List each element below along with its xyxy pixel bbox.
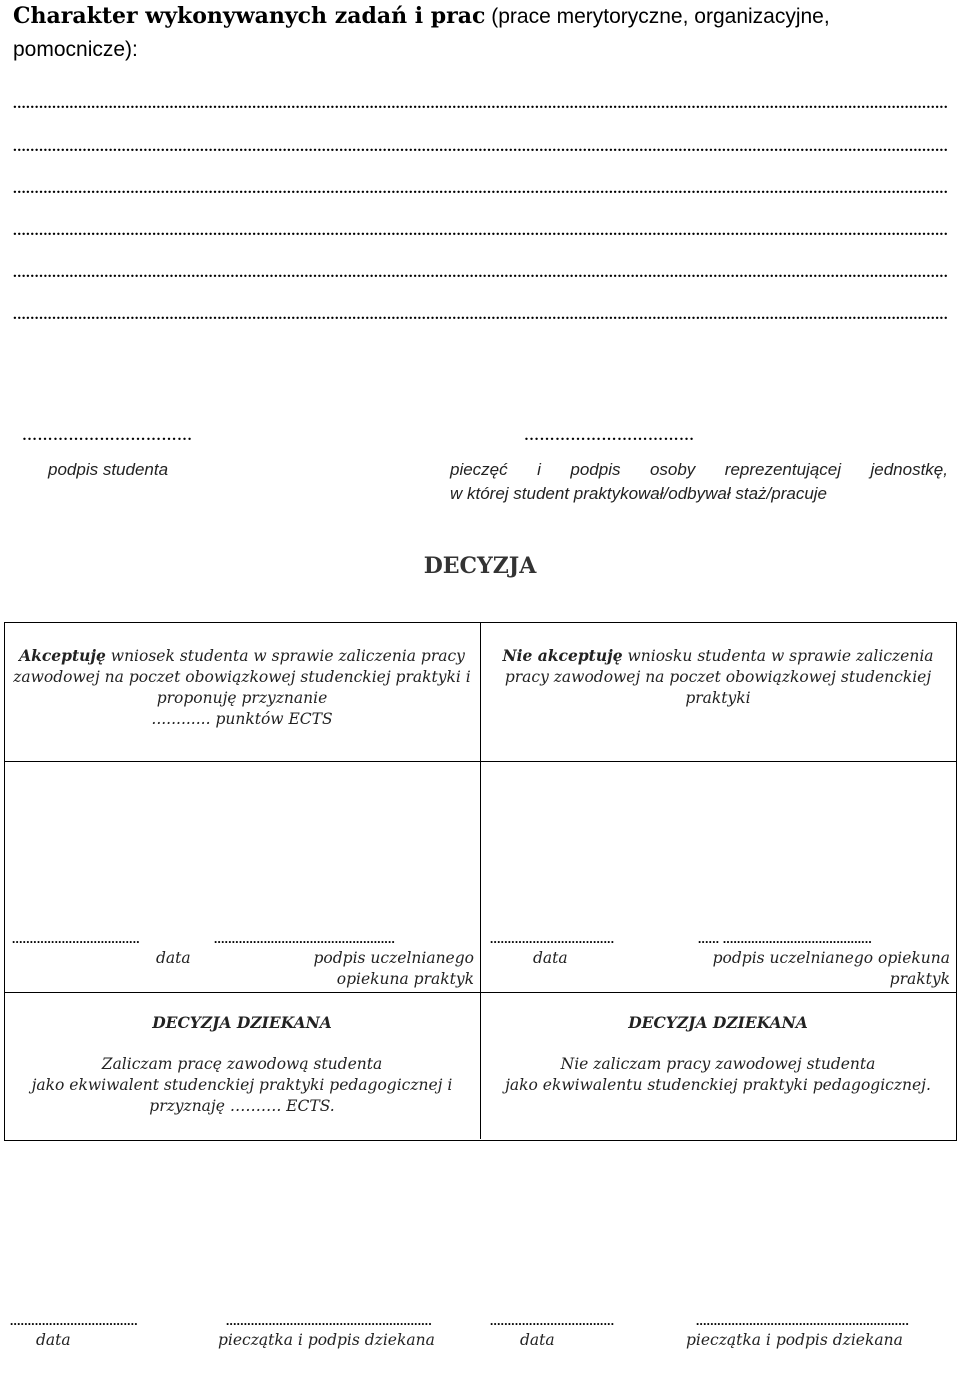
supervisor-left-signature-line[interactable]: ...................................................: [214, 935, 396, 944]
supervisor-right-signature-label-line2: praktyk: [889, 970, 950, 988]
answer-line-3[interactable]: [13, 186, 948, 194]
table-divider-row2: [4, 992, 956, 993]
accept-ects[interactable]: ............ punktów ECTS: [151, 710, 333, 728]
supervisor-left-date-line[interactable]: ....................................: [12, 935, 140, 944]
decision-title: DECYZJA: [423, 553, 537, 579]
dean-left-signature-label: pieczątka i podpis dziekana: [218, 1331, 435, 1349]
accept-keyword: Akceptuję: [19, 646, 106, 665]
dean-right-signature-label: pieczątka i podpis dziekana: [686, 1331, 903, 1349]
heading-subtitle: (prace merytoryczne, organizacyjne, pomocnicze):: [13, 5, 830, 61]
dean-right-date-line[interactable]: ...................................: [490, 1317, 615, 1326]
dean-left-title: DECYZJA DZIEKANA: [152, 1013, 332, 1032]
answer-line-1[interactable]: [13, 101, 948, 109]
reject-keyword: Nie akceptuję: [502, 646, 623, 665]
supervisor-right-signature-line[interactable]: ...... ..........................................: [698, 935, 872, 944]
dean-right-date-label: data: [520, 1331, 555, 1349]
dean-left-date-line[interactable]: ....................................: [10, 1317, 138, 1326]
supervisor-right-date-label: data: [533, 949, 568, 967]
heading-title: Charakter wykonywanych zadań i prac: [13, 3, 486, 29]
answer-line-4[interactable]: [13, 228, 948, 236]
unit-signature-line[interactable]: ……………………………: [524, 432, 695, 442]
answer-line-6[interactable]: [13, 312, 948, 320]
reject-cell: [488, 645, 948, 709]
supervisor-left-signature-label-line1: podpis uczelnianego: [313, 949, 474, 967]
section-heading: [13, 0, 948, 66]
table-divider-row1: [4, 761, 956, 762]
unit-signature-label-line1: pieczęć i podpis osoby reprezentującej jednostkę,: [450, 460, 948, 479]
accept-cell: [12, 645, 472, 730]
answer-line-5[interactable]: [13, 270, 948, 278]
supervisor-left-signature-label-line2: opiekuna praktyk: [336, 970, 474, 988]
dean-right-signature-line[interactable]: ............................................................: [696, 1317, 909, 1326]
reject-text: wniosku studenta w sprawie zaliczenia pracy zawodowej na poczet obowiązkowej studenckiej praktyki: [504, 647, 934, 707]
dean-left-signature-line[interactable]: ..........................................................: [226, 1317, 432, 1326]
dean-right-title: DECYZJA DZIEKANA: [628, 1013, 808, 1032]
student-signature-label: podpis studenta: [48, 460, 169, 479]
supervisor-right-date-line[interactable]: ...................................: [490, 935, 615, 944]
accept-text: wniosek studenta w sprawie zaliczenia pracy zawodowej na poczet obowiązkowej studenckiej praktyki i proponuję przyznanie: [13, 647, 471, 707]
supervisor-right-signature-label-line1: podpis uczelnianego opiekuna: [712, 949, 950, 967]
dean-left-line2: jako ekwiwalent studenckiej praktyki pedagogicznej i: [31, 1076, 453, 1094]
answer-line-2[interactable]: [13, 144, 948, 152]
unit-signature-label-line2: w której student praktykował/odbywał staż/pracuje: [450, 484, 828, 503]
supervisor-left-date-label: data: [156, 949, 191, 967]
dean-left-line3: przyznaję ………. ECTS.: [149, 1097, 335, 1115]
dean-right-line2: jako ekwiwalentu studenckiej praktyki pedagogicznej.: [505, 1076, 931, 1094]
dean-left-line1: Zaliczam pracę zawodową studenta: [101, 1055, 383, 1073]
dean-left-date-label: data: [36, 1331, 71, 1349]
student-signature-line[interactable]: ……………………………: [22, 432, 193, 442]
dean-right-line1: Nie zaliczam pracy zawodowej studenta: [560, 1055, 876, 1073]
